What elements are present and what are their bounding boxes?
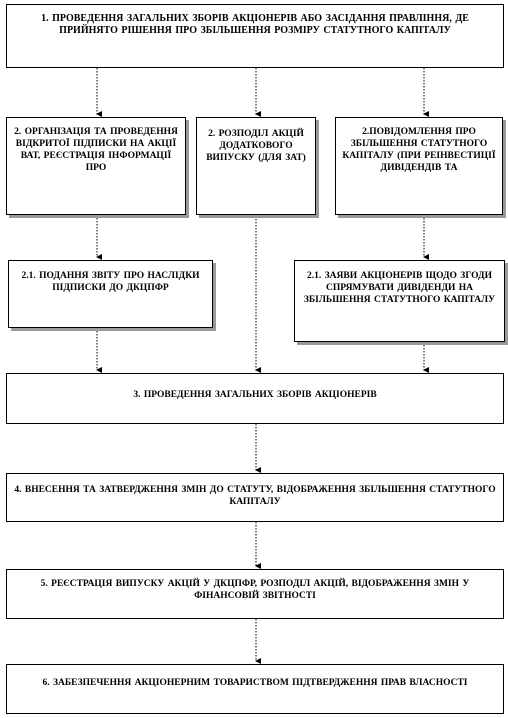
step-1-text: 1. ПРОВЕДЕННЯ ЗАГАЛЬНИХ ЗБОРІВ АКЦІОНЕРІВ АБО ЗАСІДАННЯ ПРАВЛІННЯ, ДЕ ПРИЙНЯТО РІШЕННЯ ПРО ЗБІЛЬШЕННЯ РОЗМІРУ СТАТУТНОГО КАПІТАЛУ xyxy=(41,13,469,36)
step-1-box xyxy=(6,4,504,68)
step-2b-box xyxy=(196,117,316,215)
step-6-box xyxy=(6,664,504,714)
step-2a-text: 2. ОРГАНІЗАЦІЯ ТА ПРОВЕДЕННЯ ВІДКРИТОЇ ПІДПИСКИ НА АКЦІЇ ВАТ, РЕЄСТРАЦІЯ ІНФОРМАЦІЇ ПРО xyxy=(14,127,178,173)
step-5-box xyxy=(6,569,504,619)
step-4-box xyxy=(6,473,504,522)
step-3-text: 3. ПРОВЕДЕННЯ ЗАГАЛЬНИХ ЗБОРІВ АКЦІОНЕРІВ xyxy=(133,390,377,400)
step-2b-text: 2. РОЗПОДІЛ АКЦІЙ ДОДАТКОВОГО ВИПУСКУ (ДЛЯ ЗАТ) xyxy=(206,129,306,163)
step-2-1c-text: 2.1. ЗАЯВИ АКЦІОНЕРІВ ЩОДО ЗГОДИ СПРЯМУВАТИ ДИВІДЕНДИ НА ЗБІЛЬШЕННЯ СТАТУТНОГО КАПІТАЛУ xyxy=(303,271,496,305)
step-2a-box xyxy=(6,117,186,215)
step-6-text: 6. ЗАБЕЗПЕЧЕННЯ АКЦІОНЕРНИМ ТОВАРИСТВОМ ПІДТВЕРДЖЕННЯ ПРАВ ВЛАСНОСТІ xyxy=(42,678,468,688)
step-2-1a-box xyxy=(8,260,213,328)
step-5-text: 5. РЕЄСТРАЦІЯ ВИПУСКУ АКЦІЙ У ДКЦПФР, РОЗПОДІЛ АКЦІЙ, ВІДОБРАЖЕННЯ ЗМІН У ФІНАНСОВІЙ ЗВІТНОСТІ xyxy=(40,579,470,601)
step-2c-box xyxy=(335,117,503,215)
step-2c-text: 2.ПОВІДОМЛЕННЯ ПРО ЗБІЛЬШЕННЯ СТАТУТНОГО КАПІТАЛУ (ПРИ РЕІНВЕСТИЦІЇ ДИВІДЕНДІВ ТА xyxy=(342,127,496,173)
step-4-text: 4. ВНЕСЕННЯ ТА ЗАТВЕРДЖЕННЯ ЗМІН ДО СТАТУТУ, ВІДОБРАЖЕННЯ ЗБІЛЬШЕННЯ СТАТУТНОГО КАПІТАЛУ xyxy=(14,485,496,507)
step-3-box xyxy=(6,373,504,424)
step-2-1a-text: 2.1. ПОДАННЯ ЗВІТУ ПРО НАСЛІДКИ ПІДПИСКИ ДО ДКЦПФР xyxy=(21,271,200,293)
step-2-1c-box xyxy=(294,260,505,342)
